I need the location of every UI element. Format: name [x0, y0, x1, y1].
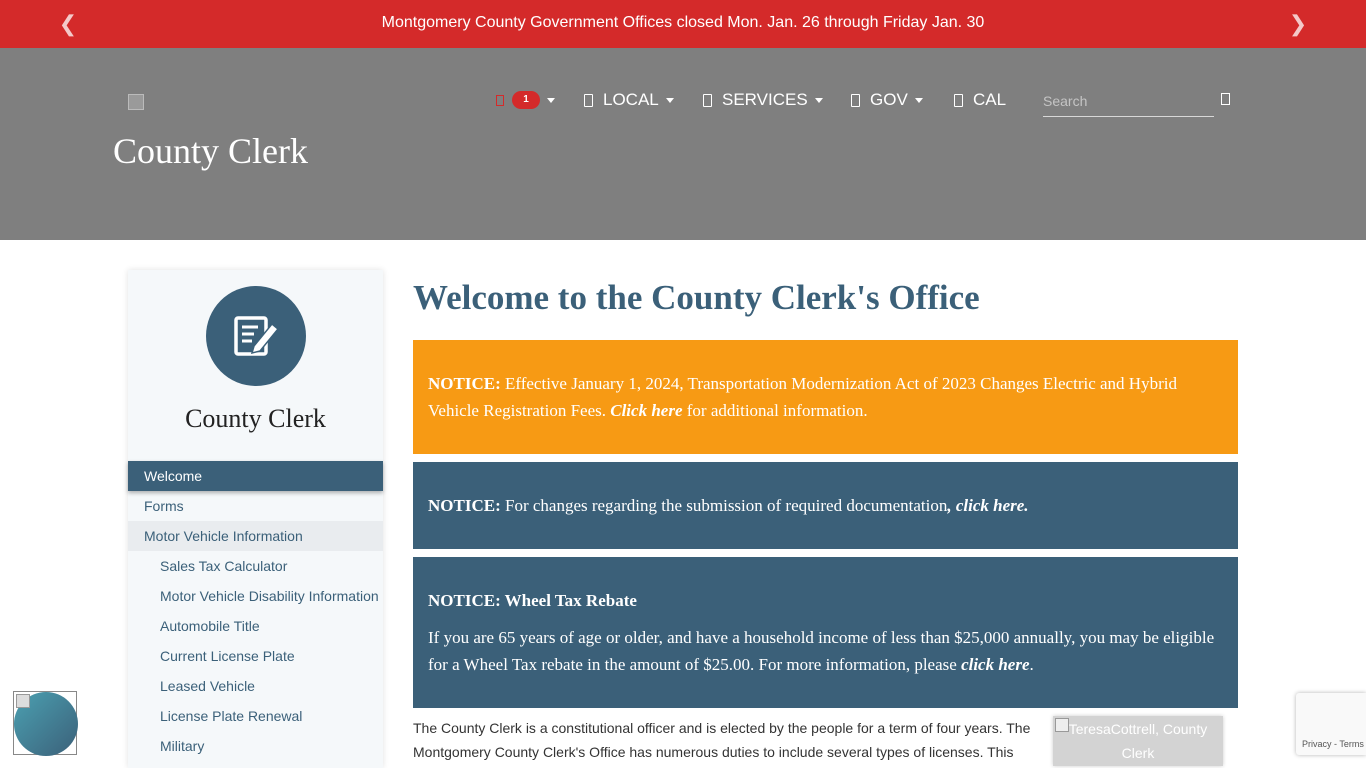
bell-icon: [496, 95, 504, 106]
notice-text: If you are 65 years of age or older, and have a household income of less than $25,000 annually, you may be eligible for a Wheel Tax rebate in the amount of $25.00. For more information, please: [428, 628, 1215, 674]
clerk-photo-alt-text: TeresaCottrell, County Clerk: [1068, 721, 1208, 761]
sidebar-item-automobile-title[interactable]: Automobile Title: [160, 618, 260, 634]
sidebar-menu: [128, 461, 383, 761]
intro-paragraph: The County Clerk is a constitutional officer and is elected by the people for a term of four years. The Montgomery County Clerk's Office has numerous duties to include several types of licenses. This: [413, 720, 1031, 760]
recaptcha-badge[interactable]: [1296, 693, 1366, 755]
clerk-photo: [1053, 716, 1223, 766]
alert-message[interactable]: Montgomery County Government Offices closed Mon. Jan. 26 through Friday Jan. 30: [381, 14, 985, 31]
building-icon: [851, 94, 860, 107]
notifications-button[interactable]: [496, 90, 555, 110]
nav-services-label: SERVICES: [722, 90, 808, 109]
notice-label: NOTICE:: [428, 496, 501, 515]
notice-link[interactable]: , click here.: [947, 496, 1029, 515]
department-badge: [206, 286, 306, 386]
search-icon[interactable]: [1221, 93, 1230, 105]
sidebar-item-military[interactable]: Military: [160, 738, 205, 754]
search-input[interactable]: [1043, 88, 1214, 114]
notice-text: For changes regarding the submission of required documentation: [504, 496, 948, 515]
nav-services[interactable]: [703, 90, 823, 110]
recaptcha-privacy-link[interactable]: Privacy: [1302, 739, 1332, 749]
recaptcha-separator: -: [1334, 739, 1338, 749]
nav-local-label: LOCAL: [603, 90, 659, 109]
services-icon: [703, 94, 712, 107]
chevron-down-icon: [915, 98, 923, 103]
notice-link[interactable]: click here: [961, 655, 1030, 674]
notification-badge: 1: [512, 91, 540, 109]
nav-cal-label: CAL: [973, 90, 1007, 109]
notice-documentation: [413, 462, 1238, 549]
department-name: County Clerk: [185, 404, 326, 433]
nav-gov[interactable]: [851, 90, 923, 110]
sidebar-item-welcome[interactable]: Welcome: [128, 461, 383, 491]
chevron-right-icon[interactable]: ❯: [1288, 11, 1308, 36]
sidebar-item-forms[interactable]: Forms: [144, 498, 184, 514]
notice-electric-hybrid-fees: [413, 340, 1238, 454]
sidebar-item-current-license-plate[interactable]: Current License Plate: [160, 648, 295, 664]
broken-image-icon: [16, 694, 30, 708]
notice-text: Effective January 1, 2024, Transportation Modernization Act of 2023 Changes Electric and Hybrid Vehicle Registration Fees.: [428, 374, 1177, 420]
chevron-down-icon: [815, 98, 823, 103]
notice-suffix: .: [1029, 655, 1034, 674]
sidebar-item-license-plate-renewal[interactable]: License Plate Renewal: [160, 708, 303, 724]
notice-label: NOTICE:: [428, 374, 501, 393]
site-title[interactable]: County Clerk: [113, 131, 308, 171]
notice-wheel-tax-rebate: [413, 557, 1238, 708]
alert-bar: [0, 0, 1366, 48]
notice-link[interactable]: Click here: [610, 401, 683, 420]
sidebar-item-leased-vehicle[interactable]: Leased Vehicle: [160, 678, 255, 694]
site-header: [0, 48, 1366, 240]
page-title: Welcome to the County Clerk's Office: [413, 278, 980, 317]
recaptcha-terms-link[interactable]: Terms: [1339, 739, 1364, 749]
calendar-icon: [954, 94, 963, 107]
chevron-down-icon: [666, 98, 674, 103]
chevron-down-icon: [547, 98, 555, 103]
sidebar-item-sales-tax-calculator[interactable]: Sales Tax Calculator: [160, 558, 288, 574]
document-edit-icon: [232, 312, 280, 360]
chevron-left-icon[interactable]: ❮: [58, 11, 78, 36]
county-logo-image[interactable]: [128, 94, 144, 110]
sidebar: [128, 270, 383, 768]
search-field: [1043, 88, 1214, 117]
accessibility-widget-button[interactable]: [13, 691, 77, 755]
sidebar-item-motor-vehicle-disability[interactable]: Motor Vehicle Disability Information: [160, 588, 379, 604]
notice-suffix: for additional information.: [686, 401, 868, 420]
nav-cal[interactable]: [954, 90, 1006, 110]
map-icon: [584, 94, 593, 107]
sidebar-item-motor-vehicle-information[interactable]: Motor Vehicle Information: [128, 521, 383, 551]
notice-heading: NOTICE: Wheel Tax Rebate: [428, 591, 637, 610]
nav-local[interactable]: [584, 90, 674, 110]
nav-gov-label: GOV: [870, 90, 908, 109]
recaptcha-links: [1302, 739, 1364, 749]
